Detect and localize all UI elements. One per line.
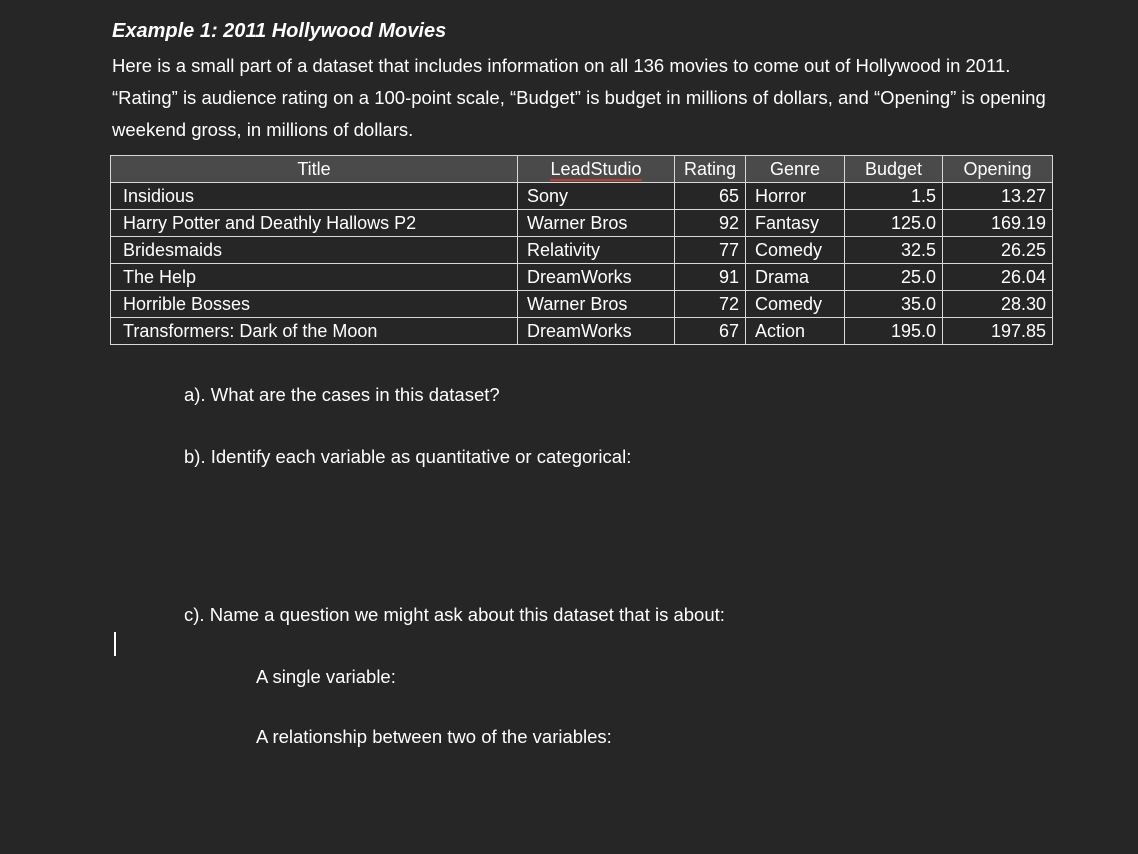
table-header-row xyxy=(111,156,1053,183)
header-opening: Opening xyxy=(943,156,1053,183)
cell-budget: 32.5 xyxy=(845,237,943,264)
question-a: a). What are the cases in this dataset? xyxy=(184,384,500,405)
cell-budget: 35.0 xyxy=(845,291,943,318)
cell-title: Transformers: Dark of the Moon xyxy=(111,318,518,345)
header-rating: Rating xyxy=(675,156,746,183)
cell-studio: DreamWorks xyxy=(518,318,675,345)
cell-rating: 72 xyxy=(675,291,746,318)
cell-studio: Sony xyxy=(518,183,675,210)
cell-genre: Action xyxy=(746,318,845,345)
question-c: c). Name a question we might ask about this dataset that is about: xyxy=(184,604,725,625)
cell-genre: Drama xyxy=(746,264,845,291)
cell-genre: Horror xyxy=(746,183,845,210)
header-budget: Budget xyxy=(845,156,943,183)
cell-rating: 77 xyxy=(675,237,746,264)
cell-rating: 91 xyxy=(675,264,746,291)
cell-genre: Comedy xyxy=(746,237,845,264)
table-row xyxy=(111,264,1053,291)
cell-opening: 169.19 xyxy=(943,210,1053,237)
cell-genre: Comedy xyxy=(746,291,845,318)
cell-opening: 26.25 xyxy=(943,237,1053,264)
table-row xyxy=(111,318,1053,345)
header-genre: Genre xyxy=(746,156,845,183)
cell-opening: 197.85 xyxy=(943,318,1053,345)
example-title: Example 1: 2011 Hollywood Movies xyxy=(112,20,447,42)
text-cursor xyxy=(114,632,116,656)
table-row xyxy=(111,237,1053,264)
cell-budget: 195.0 xyxy=(845,318,943,345)
table-row xyxy=(111,291,1053,318)
cell-title: Horrible Bosses xyxy=(111,291,518,318)
cell-opening: 26.04 xyxy=(943,264,1053,291)
cell-genre: Fantasy xyxy=(746,210,845,237)
intro-paragraph: Here is a small part of a dataset that includes information on all 136 movies to come out of Hollywood in 2011. “Rating” is audience rating on a 100-point scale, “Budget” is budget in millions of dollars, and “Opening” is opening weekend gross, in millions of dollars. xyxy=(112,55,1046,140)
cell-studio: Warner Bros xyxy=(518,291,675,318)
question-b: b). Identify each variable as quantitative or categorical: xyxy=(184,446,632,467)
question-c-single-variable: A single variable: xyxy=(256,666,396,687)
table-row xyxy=(111,183,1053,210)
cell-studio: DreamWorks xyxy=(518,264,675,291)
cell-opening: 28.30 xyxy=(943,291,1053,318)
cell-title: Insidious xyxy=(111,183,518,210)
cell-rating: 65 xyxy=(675,183,746,210)
cell-title: The Help xyxy=(111,264,518,291)
cell-budget: 125.0 xyxy=(845,210,943,237)
table-row xyxy=(111,210,1053,237)
cell-title: Harry Potter and Deathly Hallows P2 xyxy=(111,210,518,237)
cell-rating: 67 xyxy=(675,318,746,345)
cell-title: Bridesmaids xyxy=(111,237,518,264)
cell-rating: 92 xyxy=(675,210,746,237)
question-c-relationship: A relationship between two of the variables: xyxy=(256,726,612,747)
cell-opening: 13.27 xyxy=(943,183,1053,210)
header-title: Title xyxy=(111,156,518,183)
header-leadstudio: LeadStudio xyxy=(518,156,675,183)
cell-studio: Relativity xyxy=(518,237,675,264)
cell-budget: 25.0 xyxy=(845,264,943,291)
movies-table xyxy=(110,155,1053,345)
cell-budget: 1.5 xyxy=(845,183,943,210)
cell-studio: Warner Bros xyxy=(518,210,675,237)
